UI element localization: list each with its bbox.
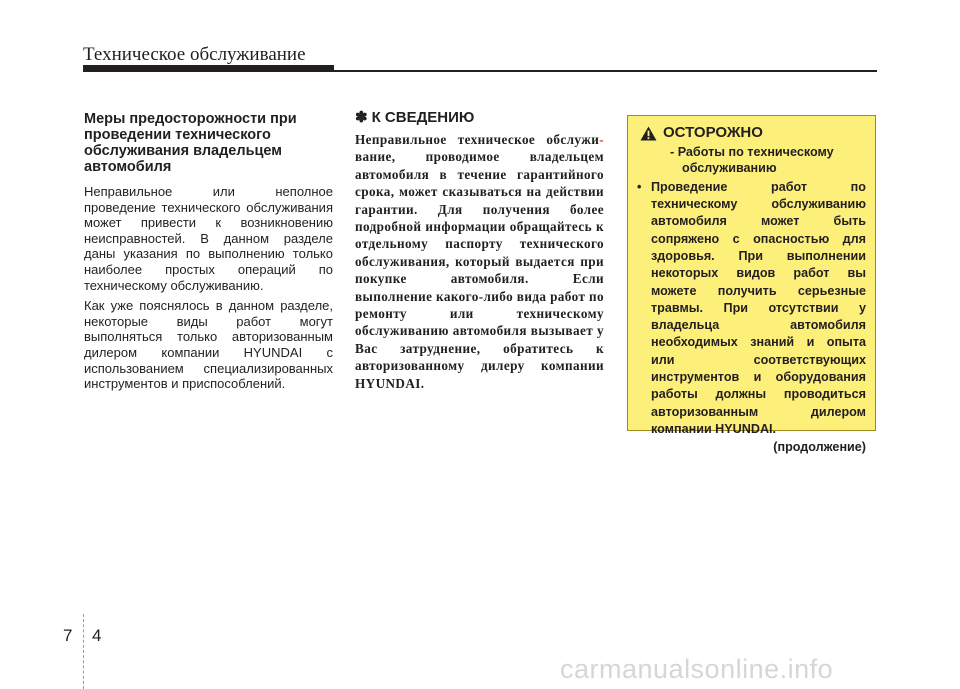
caution-title-text: ОСТОРОЖНО xyxy=(663,124,763,141)
caution-continued: (продолжение) xyxy=(773,440,866,455)
left-column xyxy=(84,111,333,397)
section-number: 7 xyxy=(63,626,73,645)
bullet-dot: • xyxy=(637,179,642,194)
page-header-title: Техническое обслуживание xyxy=(83,44,306,65)
watermark: carmanualsonline.info xyxy=(560,654,834,684)
caution-bullet-text: Проведение работ по техническому обслуживанию автомобиля может быть сопряжено с опасностью для здоровья. При выполнении некоторых видов работ вы можете получить серьезные травмы. При отсутствии у владельца автомобиля необходимых знаний и опыта или соответствующих инструментов и оборудования работы должны проводиться авторизованным дилером компании HYUNDAI. xyxy=(651,179,866,436)
note-hyphen: - xyxy=(599,132,604,147)
paragraph-2: Как уже пояснялось в данном разделе, некоторые виды работ могут выполняться только авторизованным дилером компании HYUNDAI с использованием специализированных инструментов и приспособлений. xyxy=(84,298,333,392)
caution-box xyxy=(627,115,876,455)
star-icon: ✽ xyxy=(355,109,368,126)
header-rule-thick xyxy=(83,65,334,72)
header-rule-thin xyxy=(334,70,877,72)
note-text xyxy=(355,131,604,392)
page-number-divider xyxy=(83,614,85,689)
caution-title xyxy=(640,124,866,142)
caution-subtitle: - Работы по техническому обслуживанию xyxy=(670,145,834,176)
warning-triangle-icon xyxy=(640,126,657,141)
note-text-part2: вание, проводимое владельцем автомобиля в течение гарантийного срока, может сказываться на действии гарантии. Для получения более подробной информации обращайтесь к отдельному паспорту технического обслуживания, который выдается при покупке автомобиля. Если выполнение какого-либо вида работ по ремонту или техническому обслуживанию автомобиля вызывает у Вас затруднение, обратитесь к авторизованному дилеру компании HYUNDAI. xyxy=(355,149,605,391)
section-heading: Меры предосторожности при проведении технического обслуживания владельцем автомобиля xyxy=(84,111,297,175)
page-number: 4 xyxy=(92,626,102,645)
note-heading-text: К СВЕДЕНИЮ xyxy=(371,109,475,126)
note-column xyxy=(355,109,604,392)
caution-bullet xyxy=(637,179,866,438)
note-heading xyxy=(355,109,604,127)
paragraph-1: Неправильное или неполное проведение технического обслуживания может привести к возникновению неисправностей. В данном разделе даны указания по выполнению только наиболее простых операций по техническому обслуживанию. xyxy=(84,184,333,293)
note-text-part1: Неправильное техническое обслужи xyxy=(355,132,600,147)
